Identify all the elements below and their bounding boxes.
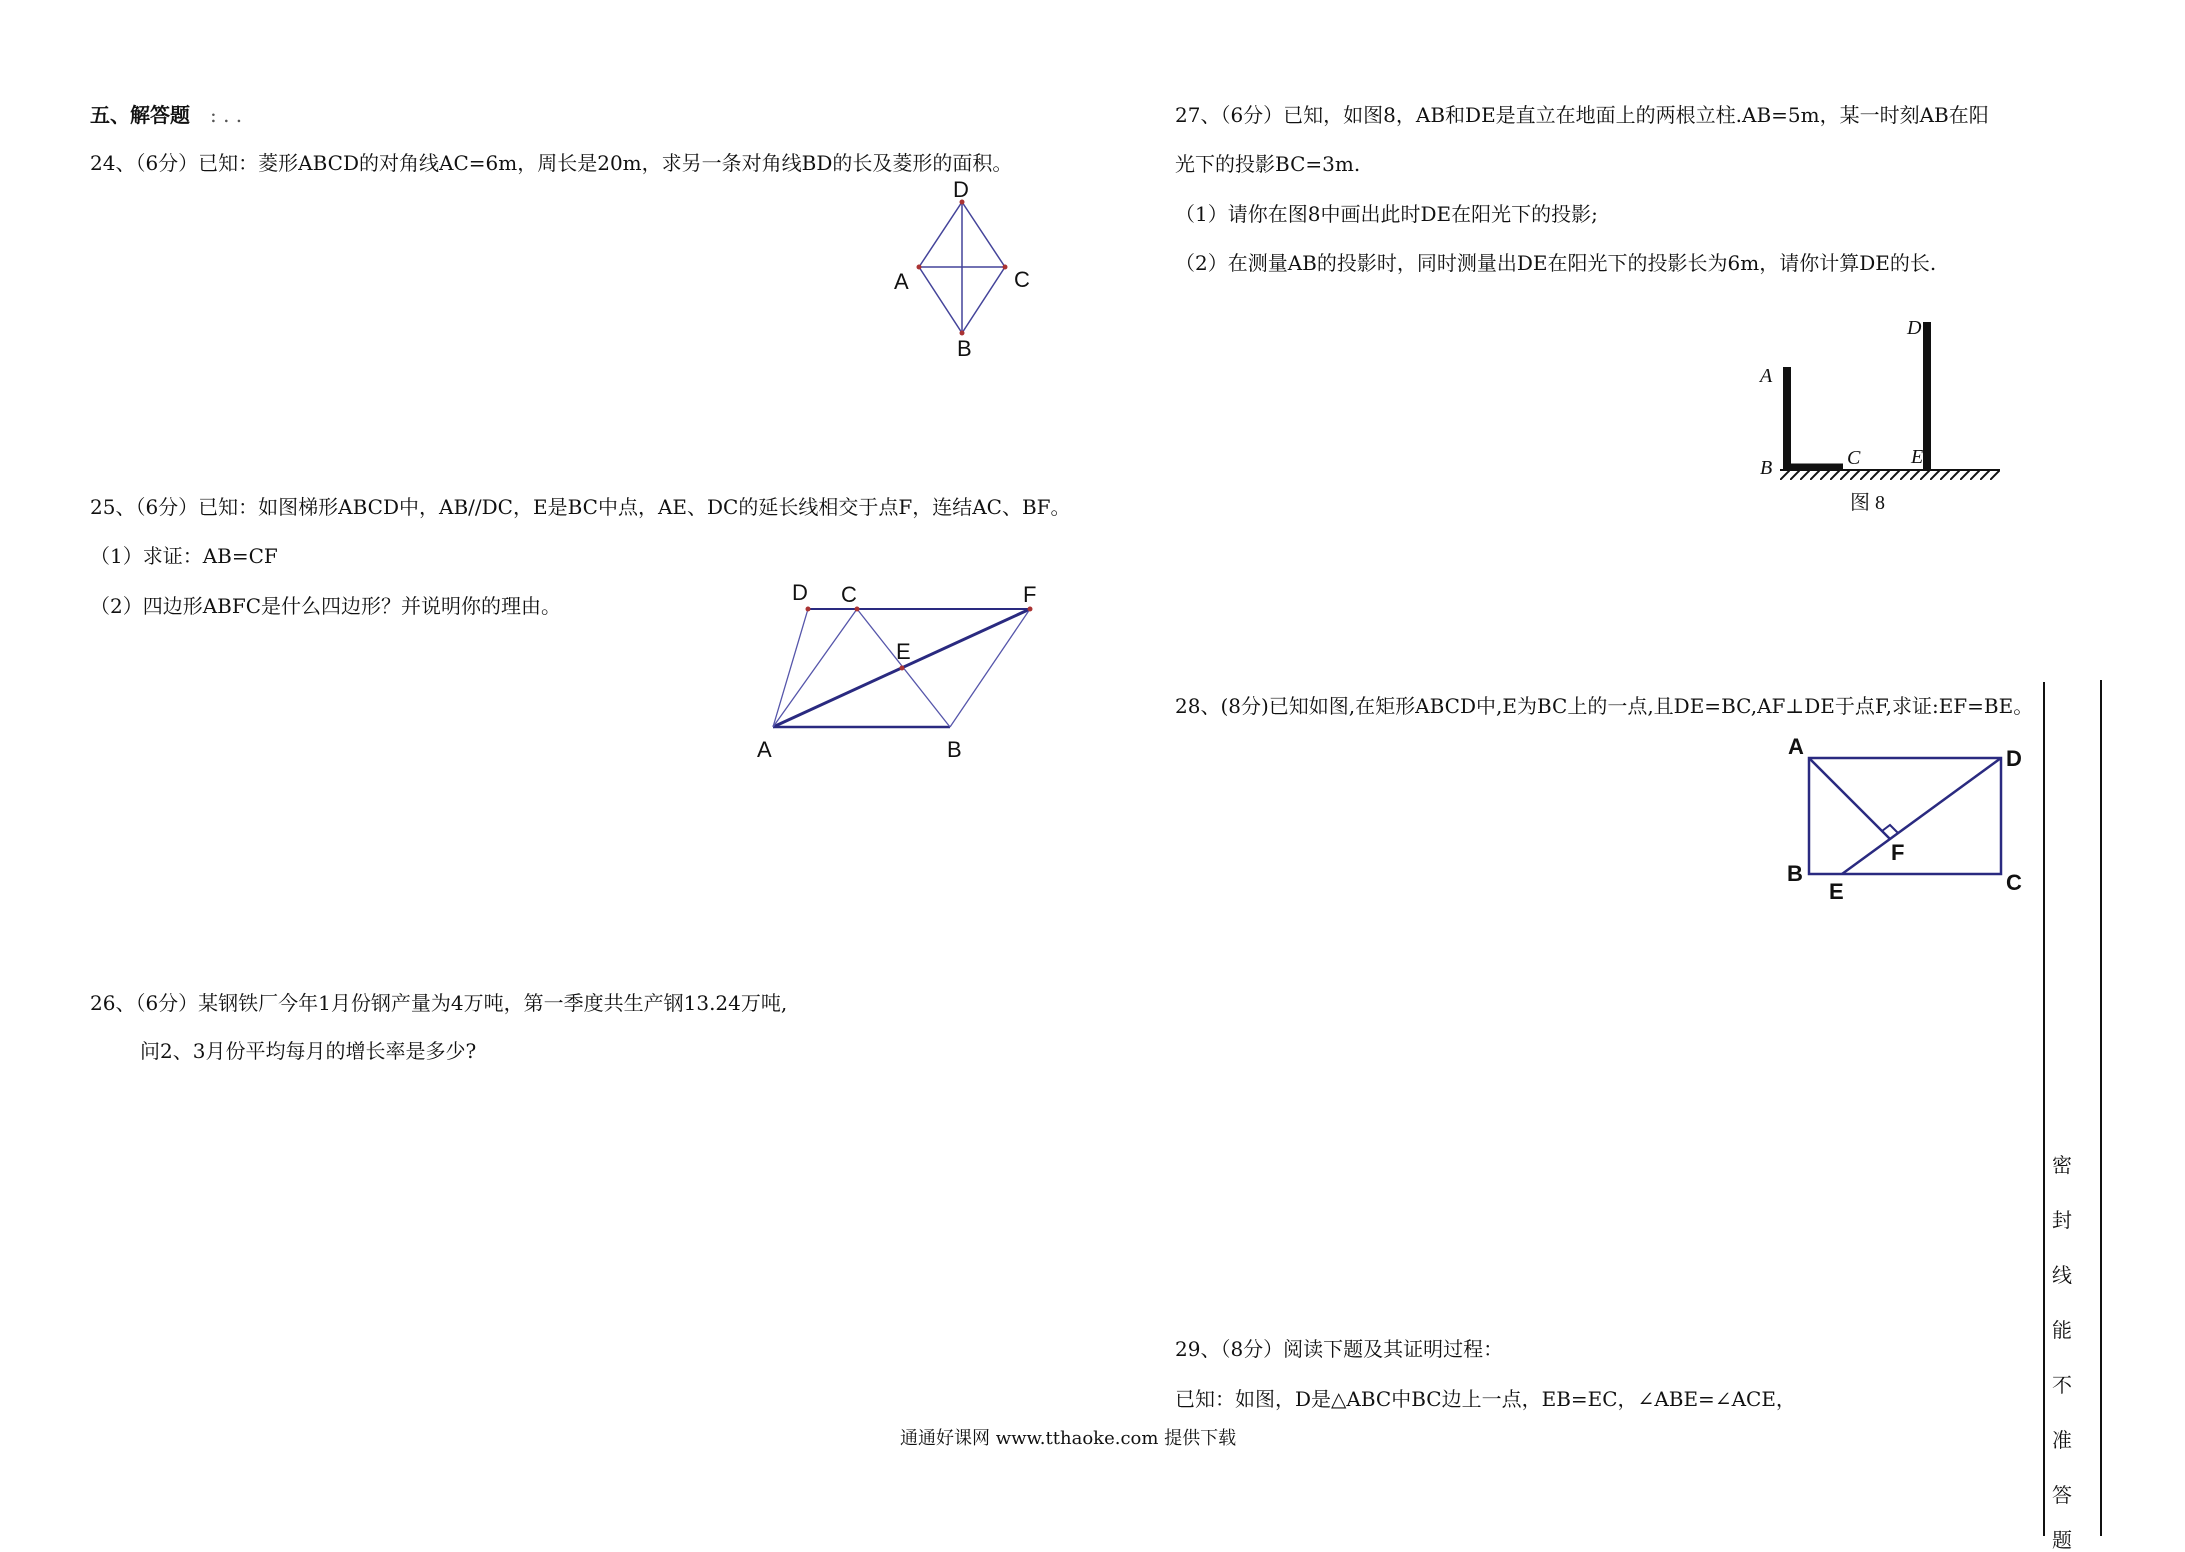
q28-text: 28、(8分)已知如图,在矩形ABCD中,E为BC上的一点,且DE=BC,AF⊥DE于点F,求证:EF=BE。 xyxy=(1175,694,2034,718)
q24-text: 24、（6分）已知：菱形ABCD的对角线AC=6m，周长是20m，求另一条对角线BD的长及菱形的面积。 xyxy=(90,151,1013,175)
trap-label-a: A xyxy=(757,737,772,762)
trap-label-f: F xyxy=(1023,582,1037,607)
rect-label-b: B xyxy=(1787,861,1803,886)
section-title-dots: : . . xyxy=(210,103,243,127)
seal-char-7: 答 xyxy=(2052,1483,2072,1507)
rectangle-figure xyxy=(1770,730,2050,910)
rect-label-a: A xyxy=(1788,734,1804,759)
rhombus-figure xyxy=(880,175,1030,365)
seal-border-right xyxy=(2100,680,2102,1536)
q27-part2: （2）在测量AB的投影时，同时测量出DE在阳光下的投影长为6m，请你计算DE的长. xyxy=(1175,251,1937,275)
trapezoid-figure xyxy=(740,570,1060,770)
q25-part1: （1）求证：AB=CF xyxy=(90,544,278,568)
trap-label-e: E xyxy=(896,639,911,664)
trap-label-d: D xyxy=(792,580,808,605)
fig8-label-d: D xyxy=(1907,317,1922,339)
q26-line1: 26、（6分）某钢铁厂今年1月份钢产量为4万吨，第一季度共生产钢13.24万吨, xyxy=(90,991,788,1015)
rhombus-label-d: D xyxy=(953,177,969,202)
fig8-label-a: A xyxy=(1760,365,1773,387)
seal-char-6: 准 xyxy=(2052,1428,2072,1452)
q27-line1: 27、（6分）已知，如图8，AB和DE是直立在地面上的两根立柱.AB=5m，某一时刻AB在阳 xyxy=(1175,103,1989,127)
fig8-label-c: C xyxy=(1847,447,1861,469)
seal-char-2: 封 xyxy=(2052,1208,2072,1232)
q25-text: 25、（6分）已知：如图梯形ABCD中，AB//DC，E是BC中点，AE、DC的延长线相交于点F，连结AC、BF。 xyxy=(90,495,1071,519)
seal-char-1: 密 xyxy=(2052,1153,2072,1177)
trap-label-b: B xyxy=(947,737,962,762)
rhombus-label-a: A xyxy=(894,269,909,294)
q26-line2: 问2、3月份平均每月的增长率是多少? xyxy=(140,1039,477,1063)
seal-char-8: 题 xyxy=(2052,1528,2072,1552)
rhombus-label-b: B xyxy=(957,336,972,361)
q27-part1: （1）请你在图8中画出此时DE在阳光下的投影; xyxy=(1175,202,1598,226)
footer-credit: 通通好课网 www.tthaoke.com 提供下载 xyxy=(900,1428,1237,1449)
section-title: 五、解答题 xyxy=(90,103,190,127)
fig8-label-e: E xyxy=(1911,446,1924,468)
rect-label-d: D xyxy=(2006,746,2022,771)
figure-8-caption: 图 8 xyxy=(1850,492,1885,514)
rect-label-e: E xyxy=(1829,879,1844,904)
rect-label-f: F xyxy=(1891,840,1905,865)
seal-char-4: 能 xyxy=(2052,1318,2072,1342)
seal-char-5: 不 xyxy=(2052,1373,2072,1397)
seal-char-3: 线 xyxy=(2052,1263,2072,1287)
q27-line2: 光下的投影BC=3m. xyxy=(1175,152,1361,176)
fig8-label-b: B xyxy=(1760,457,1773,479)
rect-label-c: C xyxy=(2006,870,2022,895)
q29-line1: 29、（8分）阅读下题及其证明过程： xyxy=(1175,1337,1504,1361)
rhombus-label-c: C xyxy=(1014,267,1030,292)
figure-8-posts xyxy=(1750,310,2010,520)
trap-label-c: C xyxy=(841,582,857,607)
q25-part2: （2）四边形ABFC是什么四边形？并说明你的理由。 xyxy=(90,594,562,618)
q29-line2: 已知：如图，D是△ABC中BC边上一点，EB=EC，∠ABE=∠ACE， xyxy=(1175,1387,1796,1411)
seal-border-left xyxy=(2043,682,2045,1536)
